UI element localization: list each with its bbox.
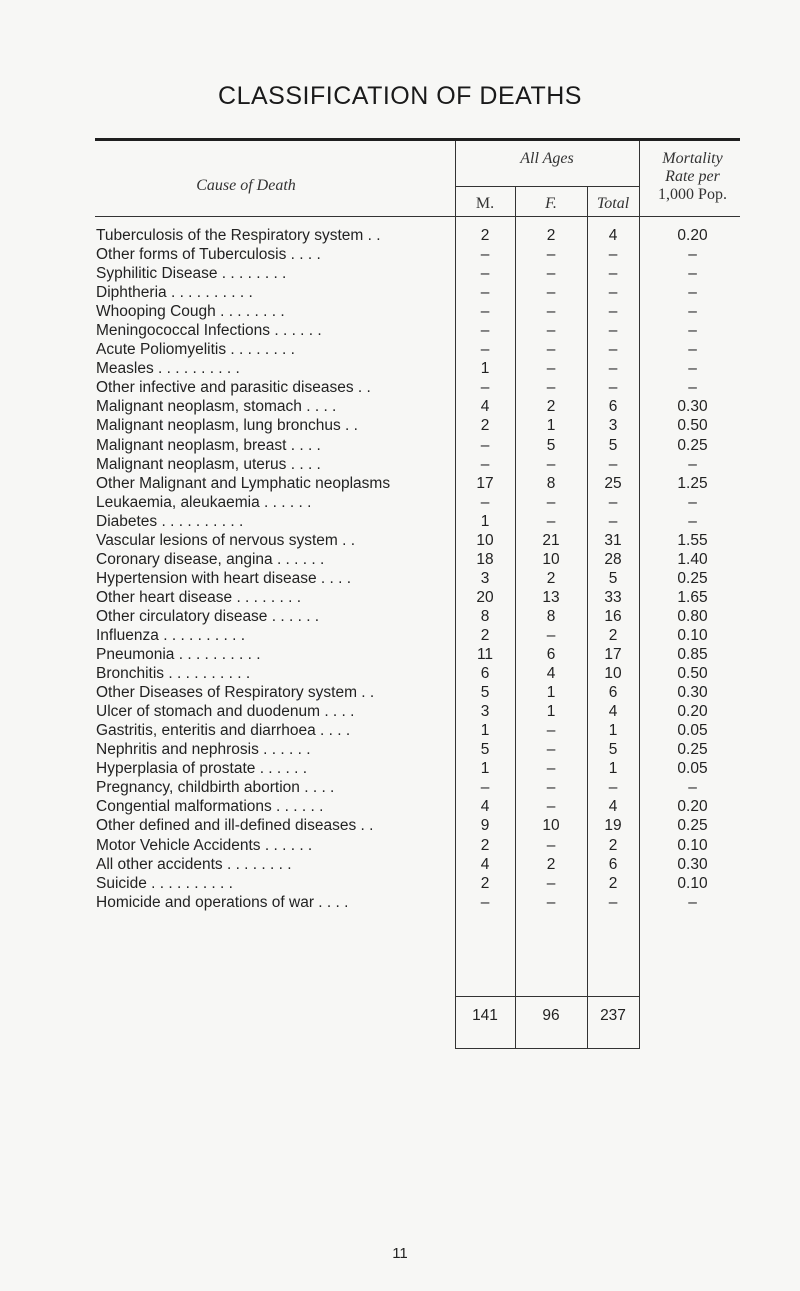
- female-cell: –: [546, 741, 556, 759]
- total-cell: 2: [608, 874, 618, 892]
- rate-cell: 0.05: [677, 722, 708, 740]
- table-row: [0, 340, 800, 359]
- male-cell: 3: [480, 569, 490, 587]
- female-cell: 2: [546, 855, 556, 873]
- male-cell: 17: [476, 474, 494, 492]
- female-cell: –: [546, 760, 556, 778]
- rate-cell: 0.30: [677, 398, 708, 416]
- male-cell: –: [480, 779, 490, 797]
- male-cell: 2: [480, 626, 490, 644]
- rate-cell: 1.55: [677, 531, 708, 549]
- header-total: Total: [596, 195, 630, 212]
- male-cell: 2: [480, 836, 490, 854]
- cause-cell: Gastritis, enteritis and diarrhoea . . . .: [96, 722, 351, 740]
- cause-cell: Pregnancy, childbirth abortion . . . .: [96, 779, 335, 797]
- table-row: [0, 359, 800, 378]
- female-cell: –: [546, 360, 556, 378]
- cause-cell: All other accidents . . . . . . . .: [96, 855, 292, 873]
- female-cell: 1: [546, 417, 556, 435]
- cause-cell: Acute Poliomyelitis . . . . . . . .: [96, 341, 295, 359]
- table-row: [0, 816, 800, 835]
- total-cell: –: [608, 893, 618, 911]
- female-cell: 2: [546, 227, 556, 244]
- table-row: [0, 569, 800, 588]
- rate-cell: 0.20: [677, 798, 708, 816]
- table-row: [0, 416, 800, 435]
- cause-cell: Other forms of Tuberculosis . . . .: [96, 246, 321, 264]
- cause-cell: Malignant neoplasm, stomach . . . .: [96, 398, 337, 416]
- female-cell: –: [546, 341, 556, 359]
- total-cell: 10: [604, 665, 622, 683]
- table-row: [0, 683, 800, 702]
- cause-cell: Malignant neoplasm, breast . . . .: [96, 436, 321, 454]
- table-row: [0, 702, 800, 721]
- total-cell: 1: [608, 760, 618, 778]
- total-cell: –: [608, 455, 618, 473]
- cause-cell: Meningococcal Infections . . . . . .: [96, 322, 322, 340]
- header-male: M.: [475, 195, 495, 212]
- male-cell: 18: [476, 550, 494, 568]
- male-cell: 9: [480, 817, 490, 835]
- male-cell: 4: [480, 855, 490, 873]
- rate-cell: 0.85: [677, 646, 708, 664]
- table-row: [0, 778, 800, 797]
- female-cell: 8: [546, 474, 556, 492]
- cause-cell: Coronary disease, angina . . . . . .: [96, 550, 325, 568]
- total-cell: –: [608, 265, 618, 283]
- header-rate-line2: Rate per: [665, 168, 720, 185]
- male-cell: –: [480, 893, 490, 911]
- total-cell: –: [608, 493, 618, 511]
- female-cell: 8: [546, 607, 556, 625]
- total-cell: –: [608, 512, 618, 530]
- male-cell: 5: [480, 741, 490, 759]
- header-all-ages: All Ages: [520, 150, 574, 167]
- female-cell: –: [546, 265, 556, 283]
- table-row: [0, 607, 800, 626]
- female-cell: 1: [546, 684, 556, 702]
- total-cell: 4: [608, 703, 618, 721]
- female-cell: –: [546, 455, 556, 473]
- male-cell: 4: [480, 798, 490, 816]
- female-cell: –: [546, 246, 556, 264]
- female-cell: 10: [542, 550, 560, 568]
- male-cell: –: [480, 322, 490, 340]
- rate-cell: 0.25: [677, 569, 708, 587]
- male-cell: –: [480, 379, 490, 397]
- total-cell: 19: [604, 817, 622, 835]
- female-cell: –: [546, 798, 556, 816]
- male-cell: –: [480, 284, 490, 302]
- rate-cell: –: [688, 493, 697, 511]
- cause-cell: Leukaemia, aleukaemia . . . . . .: [96, 493, 312, 511]
- cause-cell: Suicide . . . . . . . . . .: [96, 874, 233, 892]
- rate-cell: 0.30: [677, 684, 708, 702]
- top-rule: [95, 138, 740, 141]
- female-cell: –: [546, 379, 556, 397]
- female-cell: 6: [546, 646, 556, 664]
- deaths-table-body: [0, 226, 800, 912]
- male-cell: –: [480, 265, 490, 283]
- cause-cell: Ulcer of stomach and duodenum . . . .: [96, 703, 355, 721]
- header-bottom-rule: [95, 216, 740, 217]
- table-row: [0, 855, 800, 874]
- table-row: [0, 436, 800, 455]
- total-male: 141: [472, 1007, 498, 1024]
- male-cell: 1: [480, 722, 490, 740]
- male-cell: 2: [480, 874, 490, 892]
- rate-cell: –: [688, 322, 697, 340]
- table-row: [0, 321, 800, 340]
- table-row: [0, 893, 800, 912]
- table-row: [0, 245, 800, 264]
- table-row: [0, 493, 800, 512]
- rate-cell: 0.25: [677, 817, 708, 835]
- rate-cell: –: [688, 341, 697, 359]
- female-cell: 21: [542, 531, 560, 549]
- rate-cell: 0.20: [677, 703, 708, 721]
- total-cell: 31: [604, 531, 622, 549]
- cause-cell: Influenza . . . . . . . . . .: [96, 626, 246, 644]
- table-row: [0, 797, 800, 816]
- rate-cell: –: [688, 360, 697, 378]
- total-cell: 4: [608, 227, 618, 244]
- male-cell: 6: [480, 665, 490, 683]
- total-cell: 16: [604, 607, 622, 625]
- table-row: [0, 874, 800, 893]
- total-cell: –: [608, 341, 618, 359]
- header-rate-line1: Mortality: [662, 150, 723, 167]
- table-row: [0, 226, 800, 245]
- header-rate-line3: 1,000 Pop.: [658, 186, 727, 203]
- rate-cell: –: [688, 893, 697, 911]
- rate-cell: –: [688, 246, 697, 264]
- total-cell: 6: [608, 684, 618, 702]
- total-cell: 5: [608, 741, 618, 759]
- cause-cell: Diabetes . . . . . . . . . .: [96, 512, 244, 530]
- cause-cell: Other defined and ill-defined diseases . .: [96, 817, 374, 835]
- total-cell: 33: [604, 588, 622, 606]
- table-row: [0, 302, 800, 321]
- rate-cell: 0.10: [677, 626, 708, 644]
- total-cell: –: [608, 303, 618, 321]
- total-cell: 5: [608, 436, 618, 454]
- table-row: [0, 626, 800, 645]
- rate-cell: 0.10: [677, 836, 708, 854]
- male-cell: –: [480, 303, 490, 321]
- table-row: [0, 378, 800, 397]
- rate-cell: 1.65: [677, 588, 708, 606]
- cause-cell: Other Malignant and Lymphatic neoplasms: [96, 474, 391, 492]
- total-cell: –: [608, 284, 618, 302]
- cause-cell: Homicide and operations of war . . . .: [96, 893, 349, 911]
- cause-cell: Vascular lesions of nervous system . .: [96, 531, 356, 549]
- table-row: [0, 740, 800, 759]
- female-cell: –: [546, 493, 556, 511]
- female-cell: 1: [546, 703, 556, 721]
- table-row: [0, 721, 800, 740]
- female-cell: 2: [546, 569, 556, 587]
- cause-cell: Tuberculosis of the Respiratory system . .: [96, 227, 381, 244]
- male-cell: 5: [480, 684, 490, 702]
- total-cell: 28: [604, 550, 622, 568]
- total-cell: 1: [608, 722, 618, 740]
- table-row: [0, 550, 800, 569]
- header-subrule: [455, 186, 639, 187]
- male-cell: –: [480, 436, 490, 454]
- total-cell: 2: [608, 836, 618, 854]
- cause-cell: Other Diseases of Respiratory system . .: [96, 684, 375, 702]
- female-cell: 5: [546, 436, 556, 454]
- total-cell: 6: [608, 855, 618, 873]
- female-cell: –: [546, 722, 556, 740]
- cause-cell: Malignant neoplasm, uterus . . . .: [96, 455, 321, 473]
- table-row: [0, 759, 800, 778]
- cause-cell: Whooping Cough . . . . . . . .: [96, 303, 285, 321]
- female-cell: –: [546, 512, 556, 530]
- female-cell: –: [546, 779, 556, 797]
- total-cell: 6: [608, 398, 618, 416]
- female-cell: –: [546, 626, 556, 644]
- male-cell: 3: [480, 703, 490, 721]
- rate-cell: 0.50: [677, 665, 708, 683]
- male-cell: –: [480, 493, 490, 511]
- total-cell: 3: [608, 417, 618, 435]
- table-row: [0, 512, 800, 531]
- rate-cell: –: [688, 512, 697, 530]
- cause-cell: Congential malformations . . . . . .: [96, 798, 324, 816]
- total-cell: –: [608, 246, 618, 264]
- cause-cell: Motor Vehicle Accidents . . . . . .: [96, 836, 313, 854]
- male-cell: 2: [480, 227, 490, 244]
- cause-cell: Diphtheria . . . . . . . . . .: [96, 284, 253, 302]
- male-cell: 1: [480, 512, 490, 530]
- total-cell: –: [608, 360, 618, 378]
- rate-cell: –: [688, 265, 697, 283]
- table-row: [0, 474, 800, 493]
- page-title: CLASSIFICATION OF DEATHS: [218, 82, 582, 110]
- totals-top-rule: [455, 996, 639, 997]
- male-cell: 4: [480, 398, 490, 416]
- rate-cell: 0.20: [677, 227, 708, 244]
- female-cell: –: [546, 303, 556, 321]
- table-row: [0, 455, 800, 474]
- rate-cell: –: [688, 303, 697, 321]
- header-female: F.: [545, 195, 557, 212]
- table-row: [0, 531, 800, 550]
- cause-cell: Bronchitis . . . . . . . . . .: [96, 665, 251, 683]
- male-cell: 11: [476, 646, 494, 664]
- total-cell: 5: [608, 569, 618, 587]
- female-cell: 2: [546, 398, 556, 416]
- female-cell: 13: [542, 588, 560, 606]
- rate-cell: 0.50: [677, 417, 708, 435]
- rate-cell: 0.80: [677, 607, 708, 625]
- total-cell: –: [608, 322, 618, 340]
- table-row: [0, 664, 800, 683]
- male-cell: 20: [476, 588, 494, 606]
- total-all: 237: [600, 1007, 626, 1024]
- male-cell: 2: [480, 417, 490, 435]
- total-cell: –: [608, 379, 618, 397]
- female-cell: –: [546, 322, 556, 340]
- rate-cell: 0.10: [677, 874, 708, 892]
- cause-cell: Hypertension with heart disease . . . .: [96, 569, 352, 587]
- female-cell: 4: [546, 665, 556, 683]
- male-cell: 8: [480, 607, 490, 625]
- totals-bottom-rule: [455, 1048, 639, 1049]
- rate-cell: 1.25: [677, 474, 708, 492]
- table-row: [0, 264, 800, 283]
- rate-cell: –: [688, 779, 697, 797]
- cause-cell: Other infective and parasitic diseases . .: [96, 379, 371, 397]
- male-cell: 1: [480, 760, 490, 778]
- page-number: 11: [392, 1245, 408, 1262]
- cause-cell: Other circulatory disease . . . . . .: [96, 607, 320, 625]
- cause-cell: Nephritis and nephrosis . . . . . .: [96, 741, 311, 759]
- total-cell: 4: [608, 798, 618, 816]
- male-cell: 10: [476, 531, 494, 549]
- total-female: 96: [542, 1007, 560, 1024]
- rate-cell: –: [688, 284, 697, 302]
- total-cell: 17: [604, 646, 622, 664]
- rate-cell: –: [688, 455, 697, 473]
- male-cell: –: [480, 455, 490, 473]
- table-row: [0, 588, 800, 607]
- rate-cell: 0.30: [677, 855, 708, 873]
- rate-cell: 0.25: [677, 436, 708, 454]
- total-cell: 2: [608, 626, 618, 644]
- total-cell: 25: [604, 474, 622, 492]
- cause-cell: Pneumonia . . . . . . . . . .: [96, 646, 261, 664]
- cause-cell: Hyperplasia of prostate . . . . . .: [96, 760, 308, 778]
- cause-cell: Other heart disease . . . . . . . .: [96, 588, 302, 606]
- female-cell: –: [546, 836, 556, 854]
- rate-cell: 0.05: [677, 760, 708, 778]
- female-cell: 10: [542, 817, 560, 835]
- female-cell: –: [546, 874, 556, 892]
- male-cell: –: [480, 246, 490, 264]
- table-row: [0, 397, 800, 416]
- cause-cell: Syphilitic Disease . . . . . . . .: [96, 265, 287, 283]
- rate-cell: 1.40: [677, 550, 708, 568]
- cause-cell: Malignant neoplasm, lung bronchus . .: [96, 417, 358, 435]
- female-cell: –: [546, 284, 556, 302]
- rate-cell: 0.25: [677, 741, 708, 759]
- table-row: [0, 283, 800, 302]
- female-cell: –: [546, 893, 556, 911]
- header-cause: Cause of Death: [196, 177, 296, 194]
- table-row: [0, 645, 800, 664]
- male-cell: –: [480, 341, 490, 359]
- cause-cell: Measles . . . . . . . . . .: [96, 360, 240, 378]
- table-row: [0, 836, 800, 855]
- total-cell: –: [608, 779, 618, 797]
- rate-cell: –: [688, 379, 697, 397]
- male-cell: 1: [480, 360, 490, 378]
